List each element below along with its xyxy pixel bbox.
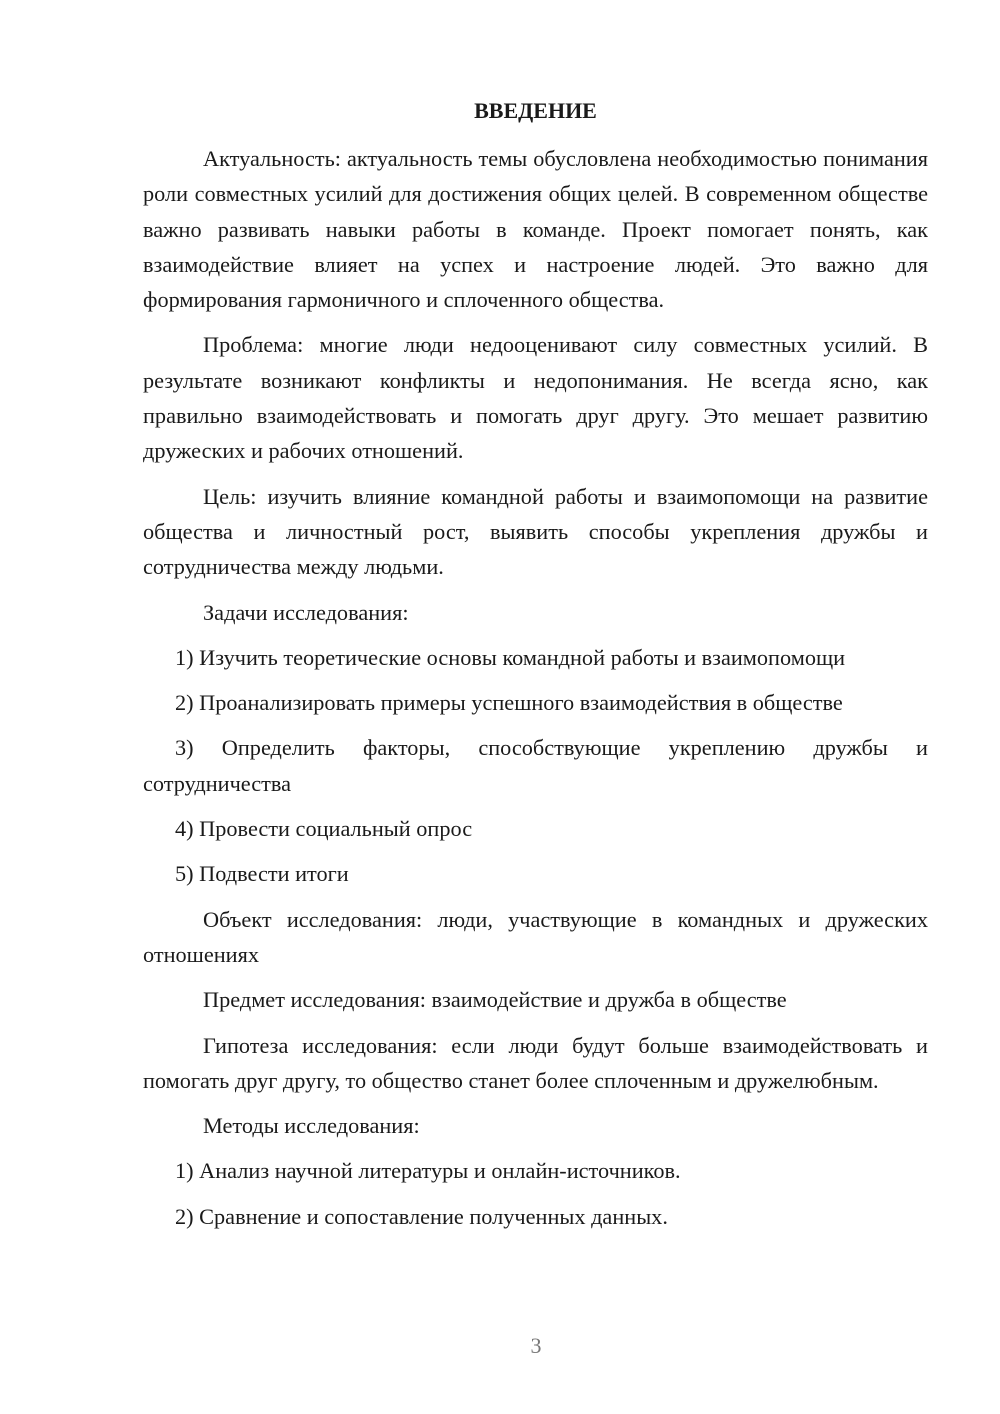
list-item: 4) Провести социальный опрос <box>175 816 473 842</box>
document-page <box>143 93 928 1244</box>
paragraph-problem: Проблема: многие люди недооценивают силу совместных усилий. В результате возникают конфликты и недопонимания. Не всегда ясно, как правильно взаимодействовать и помогать друг другу. Это мешает развитию дружеских и рабочих отношений. <box>143 332 928 464</box>
paragraph-object: Объект исследования: люди, участвующие в командных и дружеских отношениях <box>143 906 928 967</box>
list-item: 5) Подвести итоги <box>175 861 349 887</box>
list-item: 2) Сравнение и сопоставление полученных данных. <box>175 1203 668 1229</box>
paragraph-relevance: Актуальность: актуальность темы обусловлена необходимостью понимания роли совместных усилий для достижения общих целей. В современном обществе важно развивать навыки работы в команде. Проект помогает понять, как взаимодействие влияет на успех и настроение людей. Это важно для формирования гармоничного и сплоченного общества. <box>143 146 928 313</box>
page-title: ВВЕДЕНИЕ <box>474 98 597 123</box>
paragraph-tasks-heading: Задачи исследования: <box>203 599 409 625</box>
list-item: 1) Анализ научной литературы и онлайн-источников. <box>175 1158 681 1184</box>
paragraph-subject: Предмет исследования: взаимодействие и дружба в обществе <box>203 987 787 1013</box>
paragraph-hypothesis: Гипотеза исследования: если люди будут больше взаимодействовать и помогать друг другу, то общество станет более сплоченным и дружелюбным. <box>143 1032 928 1093</box>
list-item: 3) Определить факторы, способствующие укреплению дружбы и сотрудничества <box>143 735 928 796</box>
paragraph-goal: Цель: изучить влияние командной работы и взаимопомощи на развитие общества и личностный рост, выявить способы укрепления дружбы и сотрудничества между людьми. <box>143 483 928 580</box>
list-item: 1) Изучить теоретические основы командной работы и взаимопомощи <box>175 644 846 670</box>
paragraph-methods-heading: Методы исследования: <box>203 1113 420 1139</box>
page-number: 3 <box>530 1333 542 1358</box>
list-item: 2) Проанализировать примеры успешного взаимодействия в обществе <box>175 690 843 716</box>
